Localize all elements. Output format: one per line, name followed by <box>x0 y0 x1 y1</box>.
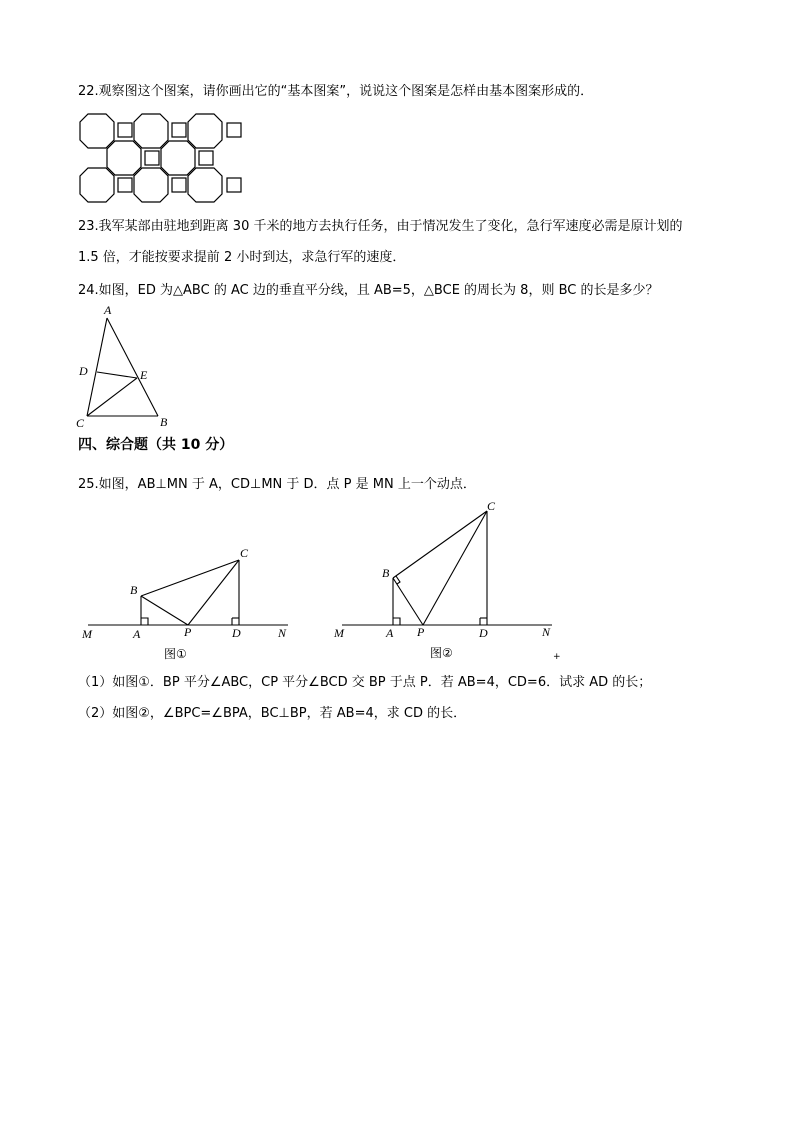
section-heading: 四、综合题（共 10 分） <box>78 437 234 453</box>
q23-line1: 23.我军某部由驻地到距离 30 千米的地方去执行任务，由于情况发生了变化，急行军速度必需是原计划的 <box>78 219 683 234</box>
figure-2 <box>330 498 560 663</box>
octagon-square-pattern <box>78 112 248 207</box>
label-a: A <box>104 303 112 317</box>
label-b: B <box>160 415 168 429</box>
label-e: E <box>140 368 148 382</box>
q25-part1: （1）如图①．BP 平分∠ABC，CP 平分∠BCD 交 BP 于点 P．若 AB=4，CD=6．试求 AD 的长； <box>78 675 652 690</box>
fig2-caption: 图② <box>430 646 453 660</box>
fig1-label-n: N <box>278 626 287 640</box>
fig2-label-d: D <box>479 626 488 640</box>
q25-text: 25.如图，AB⊥MN 于 A，CD⊥MN 于 D．点 P 是 MN 上一个动点． <box>78 477 476 492</box>
fig1-caption: 图① <box>164 647 187 661</box>
fig1-label-a: A <box>133 627 141 641</box>
q24-text: 24.如图，ED 为△ABC 的 AC 边的垂直平分线，且 AB=5，△BCE 的周长为 8，则 BC 的长是多少？ <box>78 283 659 298</box>
fig2-label-b: B <box>382 566 390 580</box>
fig2-label-m: M <box>334 626 344 640</box>
fig1-label-c: C <box>240 546 249 560</box>
q22-text: 22.观察图这个图案，请你画出它的“基本图案”，说说这个图案是怎样由基本图案形成的． <box>78 84 594 99</box>
small-mark: + <box>553 652 561 662</box>
label-d: D <box>79 364 88 378</box>
q23-line2: 1.5 倍，才能按要求提前 2 小时到达，求急行军的速度． <box>78 250 406 265</box>
fig1-label-m: M <box>82 627 92 641</box>
label-c: C <box>76 416 85 430</box>
fig1-label-p: P <box>184 625 192 639</box>
fig1-label-d: D <box>232 626 241 640</box>
figure-1 <box>80 548 300 663</box>
fig2-label-a: A <box>386 626 394 640</box>
fig2-label-p: P <box>417 625 425 639</box>
fig1-label-b: B <box>130 583 138 597</box>
fig2-label-c: C <box>487 499 496 513</box>
fig2-label-n: N <box>542 625 551 639</box>
q25-part2: （2）如图②，∠BPC=∠BPA，BC⊥BP，若 AB=4，求 CD 的长． <box>78 706 467 721</box>
triangle-abc-figure <box>74 303 184 428</box>
